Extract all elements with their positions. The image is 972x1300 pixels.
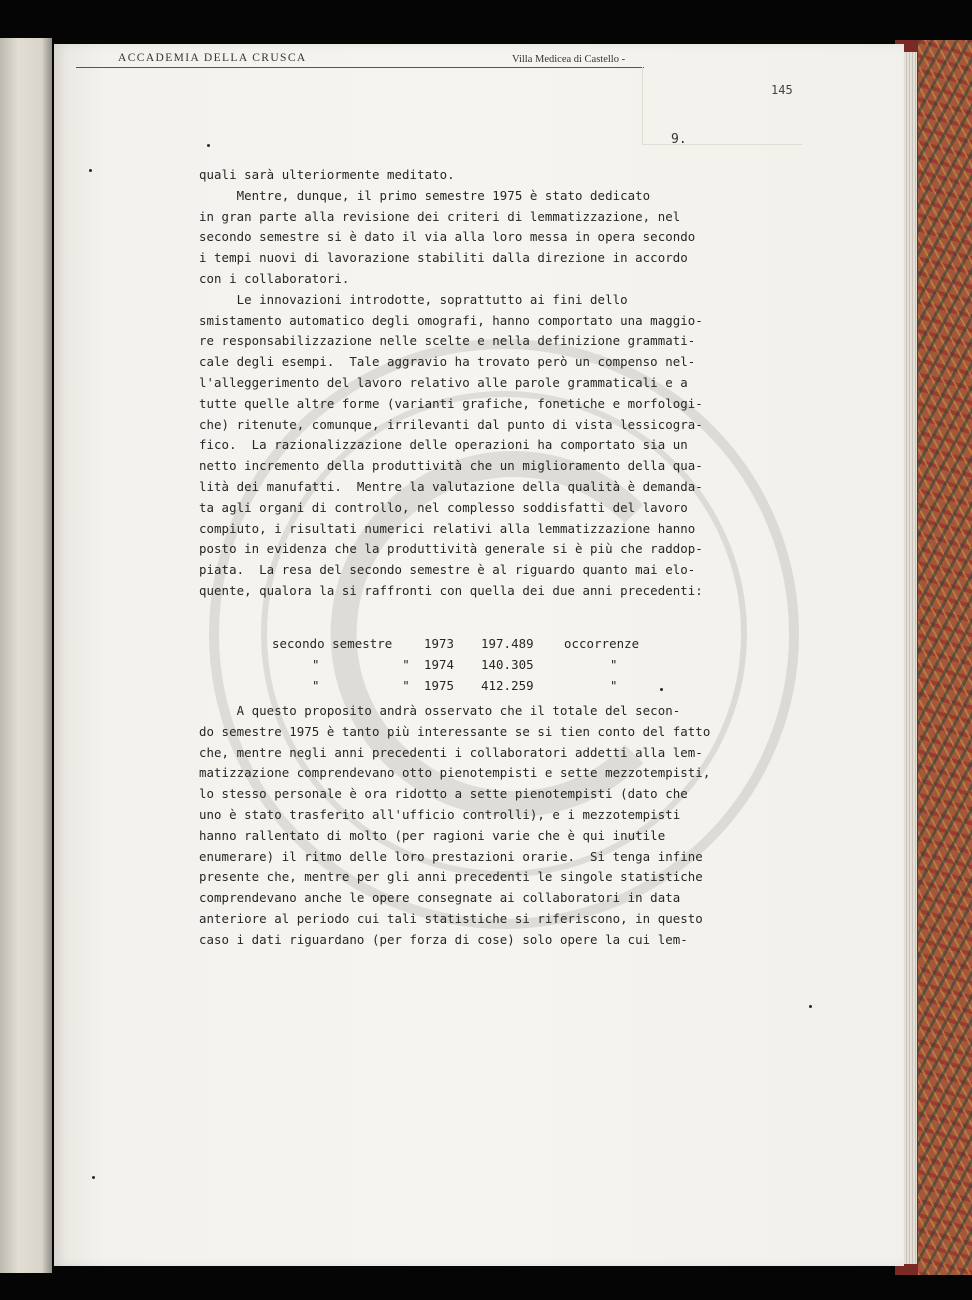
text-line: posto in evidenza che la produttività generale si è più che raddop- [199,541,703,557]
text-line: Mentre, dunque, il primo semestre 1975 è stato dedicato [199,187,651,203]
stats-year: 1975 [424,677,455,693]
text-line: fico. La razionalizzazione delle operazioni ha comportato sia un [199,437,688,453]
text-line: ta agli organi di controllo, nel complesso soddisfatti del lavoro [199,499,688,515]
text-line: re responsabilizzazione nelle scelte e nella definizione grammati- [199,333,696,349]
stats-value: 140.305 [481,656,534,672]
stats-year: 1973 [424,636,455,651]
text-line: A questo proposito andrà osservato che il totale del secon- [199,703,681,718]
text-line: quali sarà ulteriormente meditato. [199,167,455,182]
stats-unit: " [610,677,618,693]
text-line: con i collaboratori. [199,271,350,286]
speck [660,688,663,691]
text-line: piata. La resa del secondo semestre è al riguardo quanto mai elo- [199,562,696,578]
stats-unit: occorrenze [564,636,640,651]
marbled-endpaper [918,40,972,1275]
text-line: compiuto, i risultati numerici relativi alla lemmatizzazione hanno [199,520,696,536]
stats-label: secondo semestre [272,636,393,651]
text-line: hanno rallentato di molto (per ragioni varie che è qui inutile [199,827,666,843]
text-line: che) ritenute, comunque, irrilevanti dal punto di vista lessicogra- [199,416,703,432]
text-line: presente che, mentre per gli anni precedenti le singole statistiche [199,869,703,885]
speck [809,1005,812,1008]
text-line: matizzazione comprendevano otto pienotempisti e sette mezzotempisti, [199,765,711,781]
text-line: in gran parte alla revisione dei criteri di lemmatizzazione, nel [199,208,681,224]
speck [92,1176,95,1179]
text-line: comprendevano anche le opere consegnate ai collaboratori in data [199,890,681,906]
text-line: do semestre 1975 è tanto più interessante se si tien conto del fatto [199,723,711,739]
text-line: caso i dati riguardano (per forza di cose) solo opere la cui lem- [199,931,688,947]
text-line: enumerare) il ritmo delle loro prestazioni orarie. Si tenga infine [199,848,703,864]
stats-value: 197.489 [481,636,534,651]
text-line: tutte quelle altre forme (varianti grafiche, fonetiche e morfologi- [199,395,703,411]
pasted-label-edge [642,67,643,144]
text-line: Le innovazioni introdotte, soprattutto ai fini dello [199,291,628,307]
text-line: netto incremento della produttività che un miglioramento della qua- [199,458,703,474]
header-rule [76,67,644,68]
pasted-label-edge [642,144,802,145]
stats-unit: " [610,656,618,672]
document-page [54,44,904,1266]
folio-number: 145 [771,83,793,97]
letterhead-location: Villa Medicea di Castello - [512,54,626,65]
text-line: lità dei manufatti. Mentre la valutazione della qualità è demanda- [199,479,703,494]
text-line: secondo semestre si è dato il via alla loro messa in opera secondo [199,229,696,245]
text-line: i tempi nuovi di lavorazione stabiliti dalla direzione in accordo [199,250,688,266]
letterhead-institution: ACCADEMIA DELLA CRUSCA [118,52,307,64]
stats-label: " " [312,656,410,672]
page-number: 9. [671,132,687,147]
speck [89,169,92,172]
text-line: cale degli esempi. Tale aggravio ha trovato però un compenso nel- [199,354,696,370]
text-line: uno è stato trasferito all'ufficio controlli), e i mezzotempisti [199,807,681,822]
text-line: smistamento automatico degli omografi, hanno comportato una maggio- [199,312,703,328]
stats-year: 1974 [424,656,455,672]
text-line: l'alleggerimento del lavoro relativo alle parole grammaticali e a [199,375,688,390]
previous-page-edge [0,38,52,1273]
speck [207,144,210,147]
text-line: lo stesso personale è ora ridotto a sette pienotempisti (dato che [199,786,688,802]
text-line: che, mentre negli anni precedenti i collaboratori addetti alla lem- [199,744,703,760]
text-line: quente, qualora la si raffronti con quella dei due anni precedenti: [199,583,703,598]
stats-label: " " [312,677,410,693]
text-line: anteriore al periodo cui tali statistiche si riferiscono, in questo [199,911,703,926]
stats-value: 412.259 [481,677,534,693]
